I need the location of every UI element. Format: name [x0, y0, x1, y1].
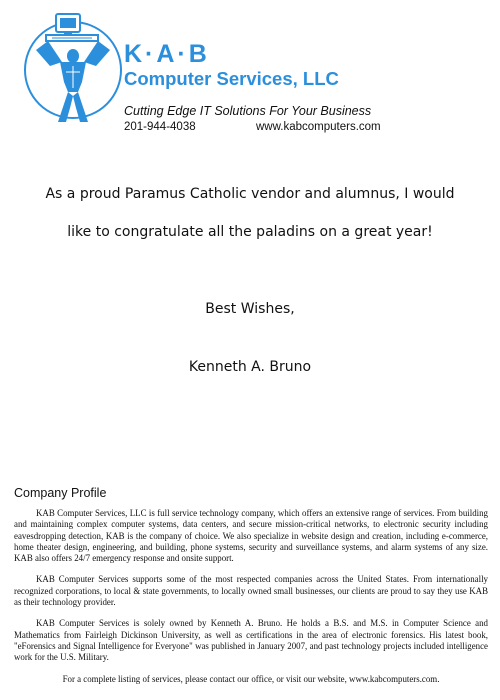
letterhead — [0, 0, 500, 140]
tagline: Cutting Edge IT Solutions For Your Business — [124, 104, 372, 118]
profile-paragraph: KAB Computer Services, LLC is full service technology company, which offers an extensive range of services. From building and maintaining complex computer systems, data centers, and secure mission-critical networks, to electronic security including eavesdropping detection, KAB is the company of choice. We also specialize in website design and creation, including e-commerce, home theater design, engineering, and building, phone systems, security and surveillance systems, and alarm systems of any size. KAB also offers 24/7 emergency response and onsite support. — [14, 508, 488, 564]
website-link[interactable]: www.kabcomputers.com — [256, 121, 381, 133]
company-profile — [14, 508, 488, 695]
figure-holding-computer-icon — [22, 10, 124, 130]
profile-paragraph: For a complete listing of services, please contact our office, or visit our website, www.kabcomputers.com. — [62, 673, 440, 684]
phone-number: 201-944-4038 — [124, 121, 196, 133]
signature-name: Kenneth A. Bruno — [188, 359, 312, 375]
message-line-1: As a proud Paramus Catholic vendor and alumnus, I would — [45, 186, 455, 202]
company-name: K·A·B — [124, 40, 210, 68]
profile-paragraph: KAB Computer Services is solely owned by Kenneth A. Bruno. He holds a B.S. and M.S. in Computer Science and Mathematics from Fairleigh Dickinson University, as well as certifications in the area of electronic forensics. His latest book, "eForensics and Signal Intelligence for Everyone" was published in January 2007, and past technology projects included intelligence work for the U.S. Military. — [14, 618, 488, 663]
company-profile-heading: Company Profile — [14, 486, 107, 500]
company-subtitle: Computer Services, LLC — [124, 68, 339, 89]
profile-paragraph: KAB Computer Services supports some of the most respected companies across the United States. From internationally recognized corporations, to local & state governments, to locally owned small businesses, our clients are proud to say they use KAB as their technology provider. — [14, 574, 488, 608]
closing: Best Wishes, — [205, 301, 295, 317]
message-line-2: like to congratulate all the paladins on a great year! — [67, 224, 433, 240]
